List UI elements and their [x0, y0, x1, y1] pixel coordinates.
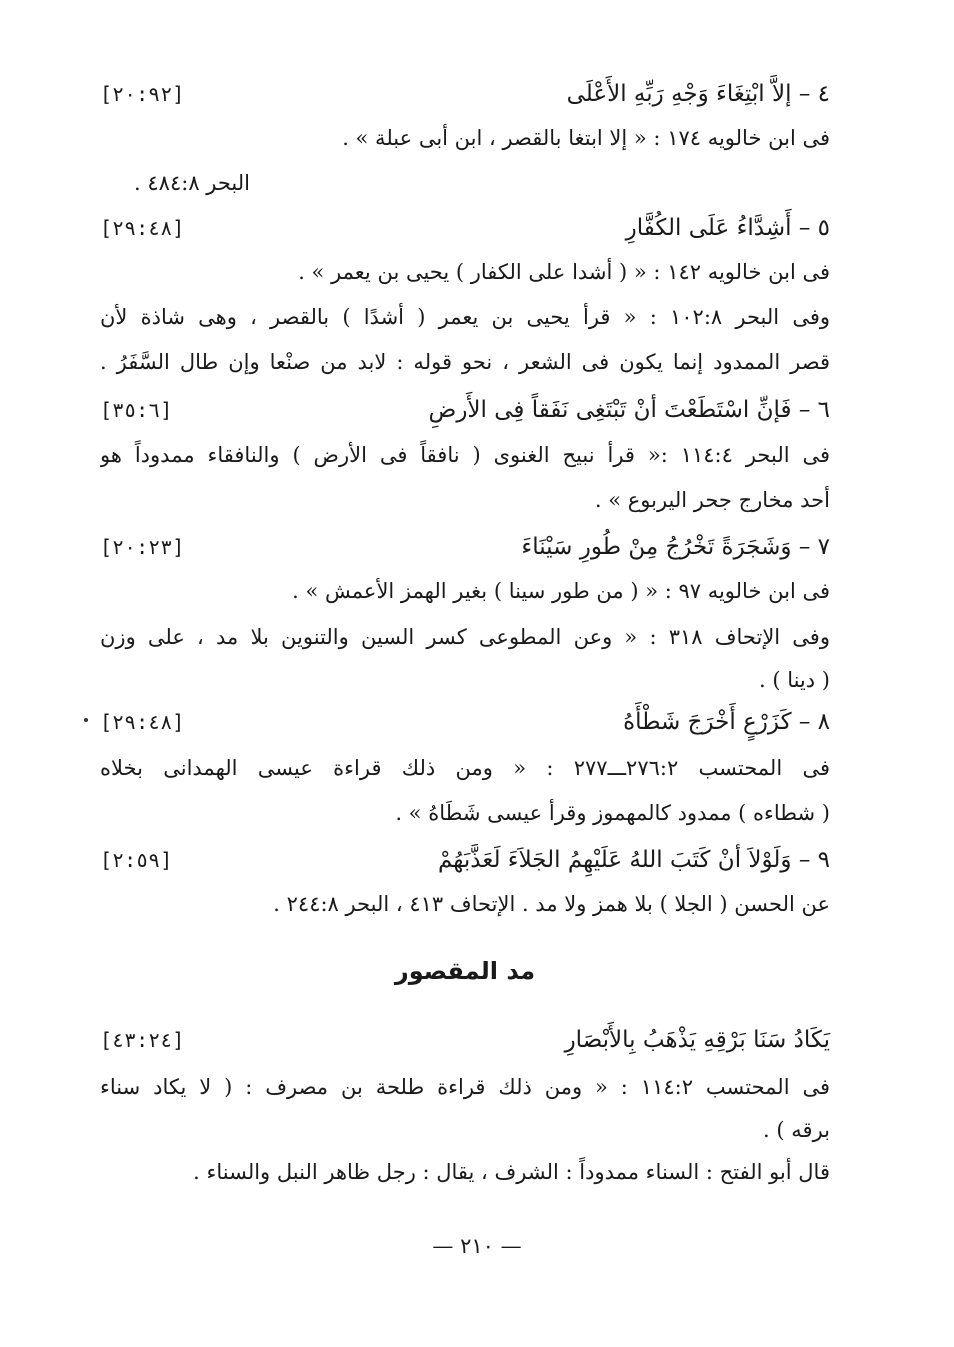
commentary-line: فى المحتسب ٢٧٦:٢ـــ٢٧٧ : « ومن ذلك قراءة عيسى الهمدانى بخلاه — [100, 756, 830, 780]
commentary-line: ( دينا ) . — [758, 668, 830, 692]
verse-text: يَكَادُ سَنَا بَرْقِهِ يَذْهَبُ بِالأَبْصَارِ — [564, 1027, 830, 1053]
margin-dot — [84, 718, 88, 722]
verse-text: ٧ – وَشَجَرَةً تَخْرُجُ مِنْ طُورِ سَيْنَاءَ — [521, 534, 830, 560]
verse-text: ٩ – وَلَوْلاَ أنْ كَتَبَ اللهُ عَلَيْهِمُ الجَلاَءَ لَعَذَّبَهُمْ — [437, 847, 830, 873]
page-number: — ٢١٠ — — [432, 1234, 522, 1258]
section-heading: مد المقصور — [394, 957, 536, 985]
commentary-line: ( شطاءه ) ممدود كالمهموز وقرأ عيسى شَطَاهُ » . — [395, 801, 830, 825]
commentary-line: قصر الممدود إنما يكون فى الشعر ، نحو قوله : لابد من صنْعا وإن طال السَّفَرُ . — [100, 350, 830, 374]
verse-line — [100, 72, 830, 116]
verse-reference: [٢٠:٩٢] — [100, 82, 185, 106]
commentary-line: برقه ) . — [763, 1118, 830, 1142]
verse-line — [100, 1018, 830, 1062]
verse-reference: [٢:٥٩] — [100, 848, 173, 872]
verse-line — [100, 388, 830, 432]
commentary-line: وفى البحر ١٠٢:٨ : « قرأ يحيى بن يعمر ( أشدًا ) بالقصر ، وهى شاذة لأن — [100, 305, 830, 329]
verse-line — [100, 206, 830, 250]
verse-text: ٦ – فَإنِّ اسْتَطَعْتَ أنْ تَبْتَغِى نَفَقاً فِى الأَرضِ — [428, 397, 830, 423]
verse-reference: [٣٥:٦] — [100, 398, 173, 422]
commentary-line: فى ابن خالويه ١٧٤ : « إلا ابتغا بالقصر ، ابن أبى عبلة » . — [342, 126, 830, 150]
commentary-line: أحد مخارج جحر اليربوع » . — [594, 488, 830, 512]
verse-line — [100, 525, 830, 569]
verse-reference: [٢٠:٢٣] — [100, 535, 185, 559]
verse-reference: [٤٣:٢٤] — [100, 1028, 185, 1052]
verse-line — [100, 700, 830, 744]
verse-reference: [٢٩:٤٨] — [100, 710, 185, 734]
commentary-line: وفى الإتحاف ٣١٨ : « وعن المطوعى كسر السين والتنوين بلا مد ، على وزن — [100, 625, 830, 649]
commentary-line: فى ابن خالويه ١٤٢ : « ( أشدا على الكفار ) يحيى بن يعمر » . — [298, 260, 830, 284]
verse-reference: [٢٩:٤٨] — [100, 216, 185, 240]
verse-text: ٥ – أَشِدَّاءُ عَلَى الكُفَّارِ — [625, 215, 830, 241]
commentary-line: قال أبو الفتح : السناء ممدوداً : الشرف ، يقال : رجل ظاهر النبل والسناء . — [193, 1160, 830, 1184]
commentary-line: فى ابن خالويه ٩٧ : « ( من طور سينا ) بغير الهمز الأعمش » . — [292, 579, 830, 603]
commentary-line: البحر ٤٨٤:٨ . — [134, 171, 250, 195]
verse-line — [100, 838, 830, 882]
verse-text: ٨ – كَزَرْعٍ أَخْرَجَ شَطْأَهُ — [623, 709, 830, 735]
commentary-line: فى المحتسب ١١٤:٢ : « ومن ذلك قراءة طلحة بن مصرف : ( لا يكاد سناء — [100, 1075, 830, 1099]
commentary-line: فى البحر ١١٤:٤ :« قرأ نبيح الغنوى ( نافقاً فى الأرض ) والنافقاء ممدوداً هو — [100, 443, 830, 467]
verse-text: ٤ – إلاَّ ابْتِغَاءَ وَجْهِ رَبِّهِ الأَعْلَى — [566, 81, 830, 107]
commentary-line: عن الحسن ( الجلا ) بلا همز ولا مد . الإتحاف ٤١٣ ، البحر ٢٤٤:٨ . — [273, 892, 830, 916]
